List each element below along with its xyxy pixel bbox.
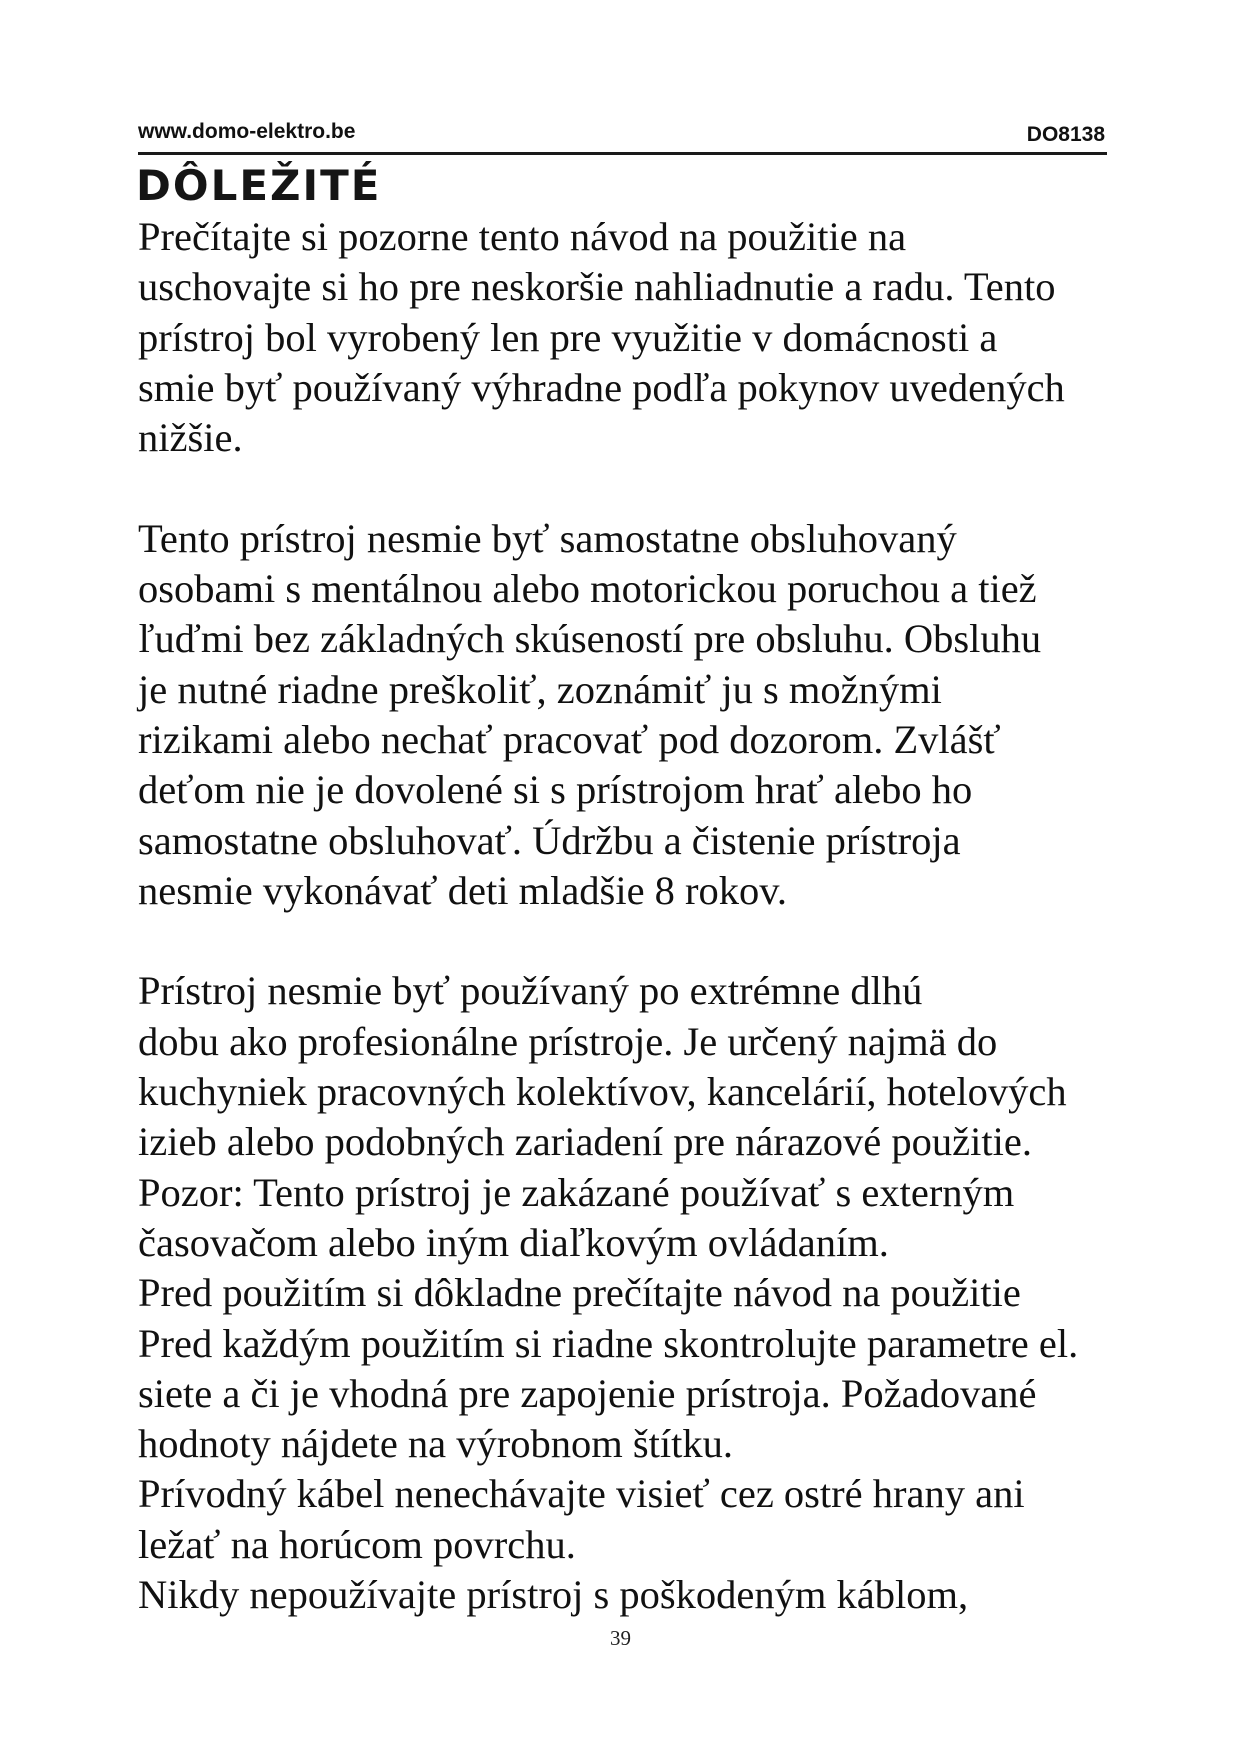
text-line: osobami s mentálnou alebo motorickou poruchou a tiež [138, 566, 1037, 612]
text-line: uschovajte si ho pre neskoršie nahliadnutie a radu. Tento [138, 264, 1056, 310]
text-line: Prečítajte si pozorne tento návod na použitie na [138, 214, 907, 259]
text-line: nižšie. [138, 415, 243, 461]
page-number: 39 [610, 1626, 631, 1650]
text-line: nesmie vykonávať deti mladšie 8 rokov. [138, 867, 788, 913]
text-line: Tento prístroj nesmie byť samostatne obsluhovaný [138, 515, 957, 561]
body-text [138, 212, 1138, 1620]
text-line: izieb alebo podobných zariadení pre nárazové použitie. [138, 1119, 1032, 1165]
text-line: siete a či je vhodná pre zapojenie prístroja. Požadované [138, 1370, 1037, 1416]
text-line: časovačom alebo iným diaľkovým ovládaním. [138, 1219, 889, 1265]
text-line: hodnoty nájdete na výrobnom štítku. [138, 1421, 734, 1467]
text-line: rizikami alebo nechať pracovať pod dozorom. Zvlášť [138, 716, 1001, 762]
text-line: prístroj bol vyrobený len pre využitie v domácnosti a [138, 314, 998, 360]
paragraph-2 [138, 514, 1138, 916]
text-line: samostatne obsluhovať. Údržbu a čistenie prístroja [138, 817, 961, 863]
header-model-number: DO8138 [1026, 123, 1105, 146]
page-header [138, 118, 1107, 155]
text-line: dobu ako profesionálne prístroje. Je určený najmä do [138, 1018, 998, 1064]
text-line: Prívodný kábel nenechávajte visieť cez ostré hrany ani [138, 1471, 1025, 1517]
text-line: Prístroj nesmie byť používaný po extrémne dlhú [138, 968, 923, 1014]
page-title: DÔLEŽITÉ [136, 161, 382, 210]
text-line: ľuďmi bez základných skúseností pre obsluhu. Obsluhu [138, 616, 1042, 662]
text-line: Nikdy nepoužívajte prístroj s poškodeným káblom, [138, 1572, 969, 1618]
text-line: kuchyniek pracovných kolektívov, kancelárií, hotelových [138, 1069, 1067, 1115]
paragraph-1 [138, 212, 1138, 463]
text-line: smie byť používaný výhradne podľa pokynov uvedených [138, 364, 1065, 410]
text-line: Pred použitím si dôkladne prečítajte návod na použitie [138, 1270, 1021, 1316]
text-line: Pozor: Tento prístroj je zakázané používať s externým [138, 1169, 1015, 1215]
text-line: ležať na horúcom povrchu. [138, 1521, 576, 1567]
header-url: www.domo-elektro.be [138, 120, 356, 143]
text-line: Pred každým použitím si riadne skontrolujte parametre el. [138, 1320, 1079, 1366]
paragraph-3 [138, 966, 1138, 1620]
text-line: deťom nie je dovolené si s prístrojom hrať alebo ho [138, 767, 973, 813]
text-line: je nutné riadne preškoliť, zoznámiť ju s možnými [138, 666, 942, 712]
